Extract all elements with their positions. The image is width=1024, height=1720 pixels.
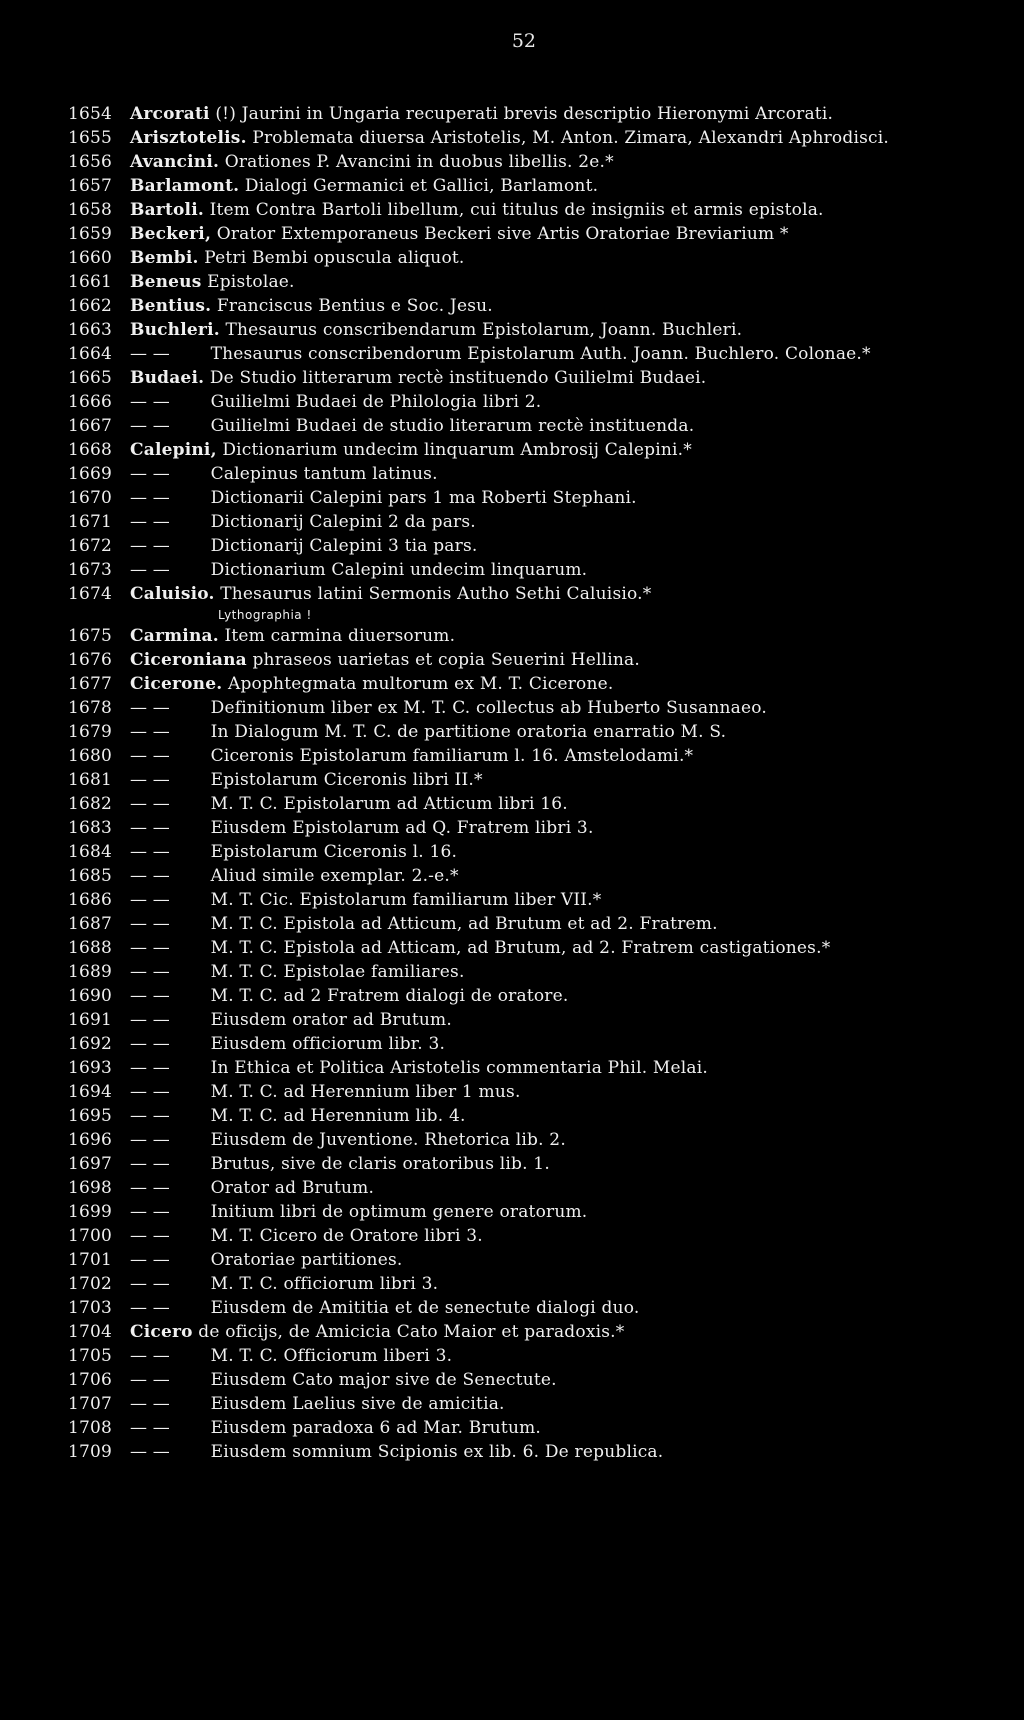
entry-number: 1700: [68, 1226, 113, 1246]
catalogue-entry: [68, 888, 958, 912]
entry-number: 1656: [68, 152, 113, 172]
entry-title: (!) Jaurini in Ungaria recuperati brevis descriptio Hieronymi Arcorati.: [215, 104, 834, 124]
ditto-dash: — —: [130, 770, 171, 790]
entry-title: M. T. C. ad 2 Fratrem dialogi de oratore.: [210, 986, 569, 1006]
entry-title: Orator Extemporaneus Beckeri sive Artis Oratoriae Breviarium *: [216, 224, 789, 244]
catalogue-entry: [68, 1344, 958, 1368]
entry-number: 1701: [68, 1250, 113, 1270]
entry-title: Epistolarum Ciceronis l. 16.: [210, 842, 458, 862]
ditto-dash: — —: [130, 1130, 171, 1150]
entry-number: 1672: [68, 536, 113, 556]
entry-number: 1659: [68, 224, 113, 244]
catalogue-entry: [68, 1032, 958, 1056]
ditto-dash: — —: [130, 746, 171, 766]
entry-title: Epistolarum Ciceronis libri II.*: [210, 770, 483, 790]
entry-number: 1705: [68, 1346, 113, 1366]
entry-title: M. T. Cicero de Oratore libri 3.: [210, 1226, 483, 1246]
catalogue-entry: [68, 960, 958, 984]
catalogue-entry: [68, 102, 958, 126]
catalogue-entry: [68, 126, 958, 150]
entry-title: Orationes P. Avancini in duobus libellis. 2e.*: [224, 152, 614, 172]
catalogue-entry: [68, 534, 958, 558]
entry-number: 1699: [68, 1202, 113, 1222]
catalogue-entry: [68, 816, 958, 840]
entry-number: 1678: [68, 698, 113, 718]
entry-author: Avancini.: [130, 152, 220, 172]
entry-author: Beckeri,: [130, 224, 212, 244]
page-number: 52: [511, 30, 536, 52]
ditto-dash: — —: [130, 344, 171, 364]
catalogue-entry: [68, 984, 958, 1008]
entry-number: 1694: [68, 1082, 113, 1102]
entry-number: 1673: [68, 560, 113, 580]
entry-number: 1692: [68, 1034, 113, 1054]
entry-number: 1666: [68, 392, 113, 412]
ditto-dash: — —: [130, 1154, 171, 1174]
entry-author: Barlamont.: [130, 176, 240, 196]
entry-title: Apophtegmata multorum ex M. T. Cicerone.: [227, 674, 614, 694]
ditto-dash: — —: [130, 392, 171, 412]
entry-title: Dictionarii Calepini pars 1 ma Roberti Stephani.: [210, 488, 637, 508]
entry-title: Definitionum liber ex M. T. C. collectus ab Huberto Susannaeo.: [210, 698, 767, 718]
entry-title: De Studio litterarum rectè instituendo Guilielmi Budaei.: [209, 368, 707, 388]
catalogue-entry: [68, 1368, 958, 1392]
entry-number: 1689: [68, 962, 113, 982]
entry-title: Eiusdem Cato major sive de Senectute.: [210, 1370, 557, 1390]
entry-number: 1702: [68, 1274, 113, 1294]
entry-number: 1677: [68, 674, 113, 694]
ditto-dash: — —: [130, 986, 171, 1006]
catalogue-entry: [68, 558, 958, 582]
entry-number: 1688: [68, 938, 113, 958]
catalogue-entry: [68, 792, 958, 816]
entry-number: 1681: [68, 770, 113, 790]
entry-title: Thesaurus latini Sermonis Autho Sethi Caluisio.*: [220, 584, 652, 604]
catalogue-entry: [68, 672, 958, 696]
catalogue-entry: [68, 1080, 958, 1104]
entry-number: 1691: [68, 1010, 113, 1030]
catalogue-entry: [68, 510, 958, 534]
entry-number: 1682: [68, 794, 113, 814]
entry-title: Calepinus tantum latinus.: [210, 464, 438, 484]
entry-number: 1695: [68, 1106, 113, 1126]
entry-title: Dictionarium undecim linquarum Ambrosij Calepini.*: [222, 440, 692, 460]
catalogue-entry: [68, 1416, 958, 1440]
ditto-dash: — —: [130, 512, 171, 532]
entry-number: 1697: [68, 1154, 113, 1174]
ditto-dash: — —: [130, 1058, 171, 1078]
entry-number: 1664: [68, 344, 113, 364]
catalogue-entry: [68, 1440, 958, 1464]
catalogue-entry: [68, 696, 958, 720]
lythographia-stamp: Lythographia !: [218, 608, 312, 622]
entry-number: 1670: [68, 488, 113, 508]
entry-title: M. T. C. ad Herennium lib. 4.: [210, 1106, 466, 1126]
entry-author: Carmina.: [130, 626, 219, 646]
catalogue-entry: [68, 294, 958, 318]
entry-title: M. T. C. Epistola ad Atticum, ad Brutum et ad 2. Fratrem.: [210, 914, 718, 934]
entry-title: Eiusdem de Juventione. Rhetorica lib. 2.: [210, 1130, 566, 1150]
entry-number: 1698: [68, 1178, 113, 1198]
entry-title: Eiusdem somnium Scipionis ex lib. 6. De republica.: [210, 1442, 664, 1462]
entry-title: M. T. C. officiorum libri 3.: [210, 1274, 439, 1294]
entry-author: Cicerone.: [130, 674, 223, 694]
entry-author: Bentius.: [130, 296, 212, 316]
catalogue-entry: [68, 624, 958, 648]
catalogue-entry: [68, 438, 958, 462]
catalogue-entry: [68, 150, 958, 174]
entry-title: Eiusdem Laelius sive de amicitia.: [210, 1394, 505, 1414]
catalogue-entry: [68, 1248, 958, 1272]
entry-title: Item carmina diuersorum.: [224, 626, 456, 646]
catalogue-entry: [68, 912, 958, 936]
entry-title: Initium libri de optimum genere oratorum.: [210, 1202, 588, 1222]
entry-number: 1675: [68, 626, 113, 646]
ditto-dash: — —: [130, 1010, 171, 1030]
entry-author: Calepini,: [130, 440, 217, 460]
entry-author: Arcorati: [130, 104, 210, 124]
catalogue-entry: [68, 1272, 958, 1296]
entry-title: Guilielmi Budaei de studio literarum rectè instituenda.: [210, 416, 695, 436]
entry-number: 1654: [68, 104, 113, 124]
entry-number: 1680: [68, 746, 113, 766]
entry-title: Dialogi Germanici et Gallici, Barlamont.: [244, 176, 599, 196]
entry-title: M. T. C. Epistolarum ad Atticum libri 16.: [210, 794, 568, 814]
catalogue-entry: [68, 1128, 958, 1152]
ditto-dash: — —: [130, 722, 171, 742]
entry-title: M. T. C. ad Herennium liber 1 mus.: [210, 1082, 521, 1102]
entry-author: Beneus: [130, 272, 202, 292]
entry-author: Arisztotelis.: [130, 128, 247, 148]
catalogue-entry: [68, 1056, 958, 1080]
catalogue-entry: [68, 648, 958, 672]
entry-title: M. T. Cic. Epistolarum familiarum liber VII.*: [210, 890, 602, 910]
entry-title: phraseos uarietas et copia Seuerini Hellina.: [252, 650, 640, 670]
ditto-dash: — —: [130, 1394, 171, 1414]
catalogue-entry: [68, 414, 958, 438]
entry-number: 1683: [68, 818, 113, 838]
entry-number: 1676: [68, 650, 113, 670]
ditto-dash: — —: [130, 1298, 171, 1318]
entry-number: 1668: [68, 440, 113, 460]
entry-number: 1686: [68, 890, 113, 910]
ditto-dash: — —: [130, 1106, 171, 1126]
entry-number: 1657: [68, 176, 113, 196]
entry-number: 1696: [68, 1130, 113, 1150]
entry-title: de oficijs, de Amicicia Cato Maior et paradoxis.*: [198, 1322, 625, 1342]
entry-title: Dictionarij Calepini 3 tia pars.: [210, 536, 478, 556]
ditto-dash: — —: [130, 914, 171, 934]
ditto-dash: — —: [130, 464, 171, 484]
entry-number: 1687: [68, 914, 113, 934]
entry-title: M. T. C. Epistolae familiares.: [210, 962, 465, 982]
entry-author: Ciceroniana: [130, 650, 247, 670]
ditto-dash: — —: [130, 1178, 171, 1198]
catalogue-entry: [68, 366, 958, 390]
ditto-dash: — —: [130, 1034, 171, 1054]
catalogue-entry: [68, 936, 958, 960]
entry-number: 1709: [68, 1442, 113, 1462]
entry-number: 1679: [68, 722, 113, 742]
entry-title: Eiusdem orator ad Brutum.: [210, 1010, 452, 1030]
catalogue-entry: [68, 1104, 958, 1128]
entry-title: Guilielmi Budaei de Philologia libri 2.: [210, 392, 542, 412]
catalogue-entry: [68, 1296, 958, 1320]
entry-number: 1708: [68, 1418, 113, 1438]
entry-author: Cicero: [130, 1322, 193, 1342]
entry-author: Bartoli.: [130, 200, 204, 220]
catalogue-entry: [68, 198, 958, 222]
catalogue-entry: [68, 1224, 958, 1248]
ditto-dash: — —: [130, 962, 171, 982]
ditto-dash: — —: [130, 1370, 171, 1390]
entry-title: Brutus, sive de claris oratoribus lib. 1.: [210, 1154, 550, 1174]
entry-title: Ciceronis Epistolarum familiarum l. 16. Amstelodami.*: [210, 746, 694, 766]
ditto-dash: — —: [130, 416, 171, 436]
ditto-dash: — —: [130, 536, 171, 556]
entry-title: Dictionarij Calepini 2 da pars.: [210, 512, 476, 532]
ditto-dash: — —: [130, 1082, 171, 1102]
catalogue-entry: [68, 1152, 958, 1176]
entry-number: 1693: [68, 1058, 113, 1078]
entry-title: Oratoriae partitiones.: [210, 1250, 403, 1270]
entry-author: Buchleri.: [130, 320, 220, 340]
entry-number: 1703: [68, 1298, 113, 1318]
entry-title: Problemata diuersa Aristotelis, M. Anton. Zimara, Alexandri Aphrodisci.: [252, 128, 889, 148]
entry-title: Aliud simile exemplar. 2.-e.*: [210, 866, 459, 886]
ditto-dash: — —: [130, 794, 171, 814]
catalogue-entry: [68, 1320, 958, 1344]
entry-author: Budaei.: [130, 368, 205, 388]
entry-title: In Ethica et Politica Aristotelis commentaria Phil. Melai.: [210, 1058, 708, 1078]
catalogue-entry: [68, 486, 958, 510]
catalogue-entry: [68, 768, 958, 792]
entry-title: Item Contra Bartoli libellum, cui titulus de insigniis et armis epistola.: [209, 200, 824, 220]
entry-title: Petri Bembi opuscula aliquot.: [204, 248, 465, 268]
catalogue-entries: [68, 102, 958, 1464]
entry-number: 1707: [68, 1394, 113, 1414]
entry-number: 1671: [68, 512, 113, 532]
entry-title: Orator ad Brutum.: [210, 1178, 375, 1198]
ditto-dash: — —: [130, 698, 171, 718]
ditto-dash: — —: [130, 1250, 171, 1270]
catalogue-entry: [68, 390, 958, 414]
catalogue-entry: [68, 1176, 958, 1200]
entry-title: Dictionarium Calepini undecim linquarum.: [210, 560, 588, 580]
entry-title: Eiusdem paradoxa 6 ad Mar. Brutum.: [210, 1418, 542, 1438]
entry-number: 1674: [68, 584, 113, 604]
entry-title: Epistolae.: [207, 272, 295, 292]
entry-number: 1706: [68, 1370, 113, 1390]
ditto-dash: — —: [130, 938, 171, 958]
entry-number: 1663: [68, 320, 113, 340]
ditto-dash: — —: [130, 818, 171, 838]
entry-title: M. T. C. Officiorum liberi 3.: [210, 1346, 453, 1366]
catalogue-entry: [68, 1392, 958, 1416]
ditto-dash: — —: [130, 866, 171, 886]
catalogue-entry: [68, 1008, 958, 1032]
catalogue-entry: [68, 342, 958, 366]
catalogue-entry: [68, 1200, 958, 1224]
entry-title: Thesaurus conscribendarum Epistolarum, Joann. Buchleri.: [225, 320, 743, 340]
catalogue-entry: [68, 744, 958, 768]
catalogue-entry: [68, 840, 958, 864]
catalogue-entry: [68, 462, 958, 486]
ditto-dash: — —: [130, 488, 171, 508]
ditto-dash: — —: [130, 560, 171, 580]
ditto-dash: — —: [130, 1346, 171, 1366]
entry-title: Franciscus Bentius e Soc. Jesu.: [216, 296, 493, 316]
entry-title: Thesaurus conscribendorum Epistolarum Auth. Joann. Buchlero. Colonae.*: [210, 344, 871, 364]
entry-title: In Dialogum M. T. C. de partitione oratoria enarratio M. S.: [210, 722, 727, 742]
entry-number: 1665: [68, 368, 113, 388]
entry-number: 1661: [68, 272, 113, 292]
ditto-dash: — —: [130, 1442, 171, 1462]
entry-author: Bembi.: [130, 248, 199, 268]
entry-number: 1690: [68, 986, 113, 1006]
entry-title: Eiusdem officiorum libr. 3.: [210, 1034, 446, 1054]
entry-number: 1685: [68, 866, 113, 886]
catalogue-entry: [68, 270, 958, 294]
entry-number: 1669: [68, 464, 113, 484]
entry-number: 1667: [68, 416, 113, 436]
entry-title: Eiusdem de Amititia et de senectute dialogi duo.: [210, 1298, 640, 1318]
entry-number: 1684: [68, 842, 113, 862]
catalogue-entry: [68, 864, 958, 888]
entry-number: 1658: [68, 200, 113, 220]
ditto-dash: — —: [130, 1418, 171, 1438]
entry-title: M. T. C. Epistola ad Atticam, ad Brutum, ad 2. Fratrem castigationes.*: [210, 938, 831, 958]
entry-title: Eiusdem Epistolarum ad Q. Fratrem libri 3.: [210, 818, 594, 838]
catalogue-entry: [68, 318, 958, 342]
ditto-dash: — —: [130, 890, 171, 910]
catalogue-entry: [68, 582, 958, 606]
entry-number: 1655: [68, 128, 113, 148]
ditto-dash: — —: [130, 842, 171, 862]
entry-author: Caluisio.: [130, 584, 215, 604]
catalogue-entry: [68, 174, 958, 198]
entry-number: 1704: [68, 1322, 113, 1342]
ditto-dash: — —: [130, 1202, 171, 1222]
catalogue-entry: [68, 720, 958, 744]
entry-number: 1660: [68, 248, 113, 268]
catalogue-entry: [68, 246, 958, 270]
ditto-dash: — —: [130, 1226, 171, 1246]
catalogue-entry: [68, 222, 958, 246]
ditto-dash: — —: [130, 1274, 171, 1294]
entry-number: 1662: [68, 296, 113, 316]
